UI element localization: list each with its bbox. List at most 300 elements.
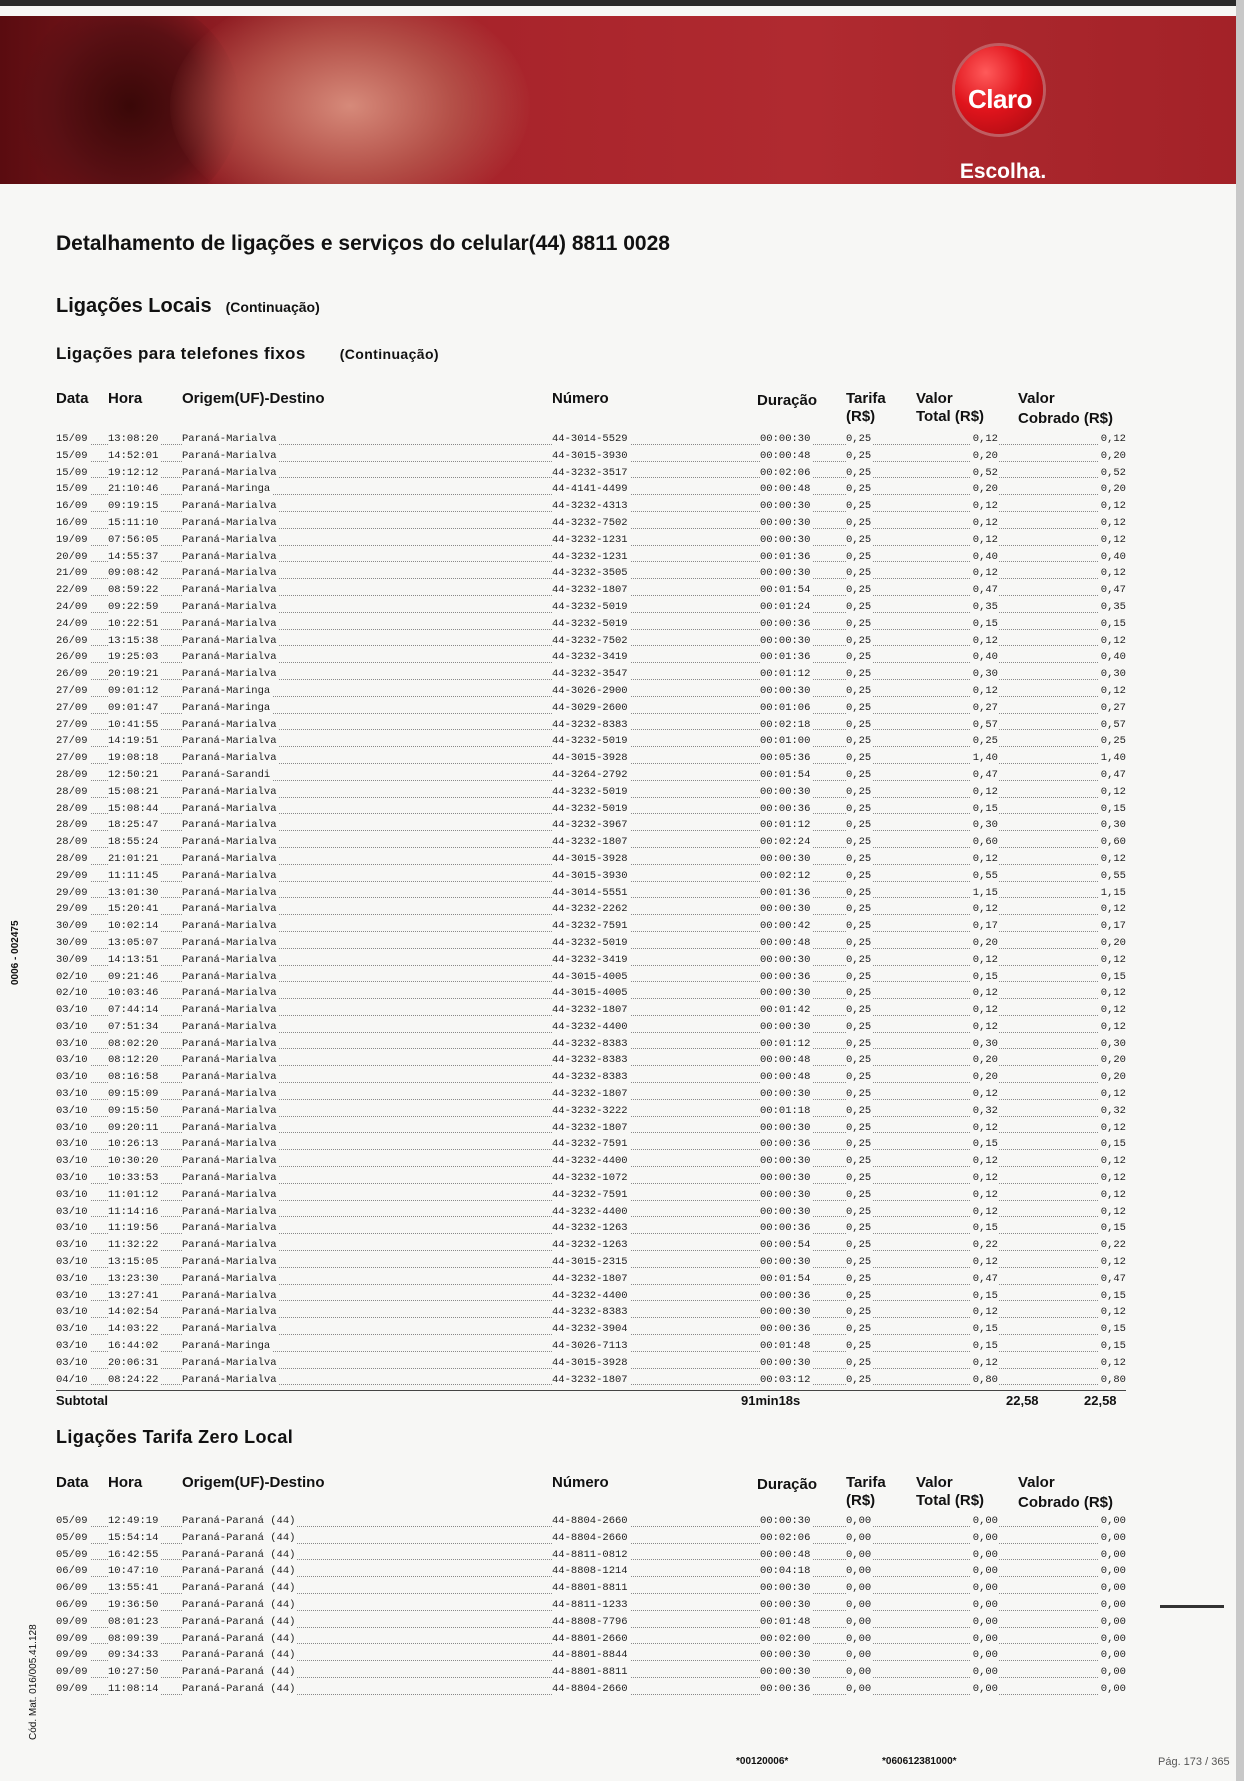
table-row xyxy=(56,1070,1126,1087)
table-row xyxy=(56,1598,1126,1615)
cell-time: 19:25:03 xyxy=(108,651,159,664)
cell-duration: 00:01:18 xyxy=(760,1104,811,1117)
cell-duration: 00:01:36 xyxy=(760,550,811,563)
cell-route: Paraná-Marialva xyxy=(182,1205,277,1218)
cell-charged: 0,52 xyxy=(1100,466,1126,479)
cell-rate: 0,25 xyxy=(846,550,872,563)
cell-total: 0,12 xyxy=(972,785,998,798)
cell-charged: 0,15 xyxy=(1100,970,1126,983)
cell-rate: 0,25 xyxy=(846,970,872,983)
cell-date: 03/10 xyxy=(56,1037,88,1050)
table-row xyxy=(56,600,1126,617)
cell-time: 08:16:58 xyxy=(108,1071,159,1084)
cell-duration: 00:00:30 xyxy=(760,1582,811,1595)
cell-number: 44-3015-2315 xyxy=(552,1256,628,1269)
table-row xyxy=(56,634,1126,651)
cell-time: 08:02:20 xyxy=(108,1037,159,1050)
cell-time: 07:51:34 xyxy=(108,1020,159,1033)
cell-rate: 0,25 xyxy=(846,701,872,714)
cell-route: Paraná-Marialva xyxy=(182,500,277,513)
cell-route: Paraná-Marialva xyxy=(182,785,277,798)
cell-duration: 00:00:36 xyxy=(760,1682,811,1695)
section-title: Ligações Locais xyxy=(56,295,212,317)
table-row xyxy=(56,1255,1126,1272)
table-row xyxy=(56,1322,1126,1339)
cell-number: 44-8804-2660 xyxy=(552,1682,628,1695)
cell-rate: 0,25 xyxy=(846,1272,872,1285)
cell-time: 13:08:20 xyxy=(108,433,159,445)
cell-route: Paraná-Marialva xyxy=(182,819,277,832)
cell-rate: 0,25 xyxy=(846,802,872,815)
cell-total: 0,30 xyxy=(972,1037,998,1050)
cell-charged: 0,15 xyxy=(1100,1340,1126,1353)
cell-route: Paraná-Marialva xyxy=(182,886,277,899)
table-row xyxy=(56,1037,1126,1054)
cell-route: Paraná-Marialva xyxy=(182,752,277,765)
cell-date: 30/09 xyxy=(56,920,88,933)
cell-date: 30/09 xyxy=(56,936,88,949)
col-tarifa-line1: Tarifa xyxy=(846,1474,886,1491)
cell-duration: 00:00:30 xyxy=(760,1088,811,1101)
cell-time: 10:22:51 xyxy=(108,617,159,630)
col-cobrado-line1: Valor xyxy=(1018,390,1055,407)
cell-duration: 00:00:30 xyxy=(760,1121,811,1134)
cell-total: 0,12 xyxy=(972,1306,998,1319)
cell-route: Paraná-Marialva xyxy=(182,735,277,748)
cell-date: 24/09 xyxy=(56,617,88,630)
cell-charged: 0,32 xyxy=(1100,1104,1126,1117)
cell-charged: 0,25 xyxy=(1100,735,1126,748)
cell-charged: 0,47 xyxy=(1100,1272,1126,1285)
cell-duration: 00:00:30 xyxy=(760,1172,811,1185)
cell-total: 0,12 xyxy=(972,1155,998,1168)
cell-route: Paraná-Marialva xyxy=(182,869,277,882)
cell-duration: 00:01:54 xyxy=(760,584,811,597)
cell-time: 09:08:42 xyxy=(108,567,159,580)
cell-time: 09:01:12 xyxy=(108,684,159,697)
cell-number: 44-3232-3517 xyxy=(552,466,628,479)
cell-rate: 0,00 xyxy=(846,1598,872,1611)
col-data: Data xyxy=(56,1474,89,1491)
cell-duration: 00:00:36 xyxy=(760,970,811,983)
cell-route: Paraná-Marialva xyxy=(182,936,277,949)
cell-rate: 0,25 xyxy=(846,1020,872,1033)
cell-charged: 0,57 xyxy=(1100,718,1126,731)
table-row xyxy=(56,802,1126,819)
cell-total: 0,12 xyxy=(972,516,998,529)
cell-date: 03/10 xyxy=(56,1020,88,1033)
cell-duration: 00:00:30 xyxy=(760,684,811,697)
cell-date: 28/09 xyxy=(56,785,88,798)
cell-date: 09/09 xyxy=(56,1682,88,1695)
cell-route: Paraná-Marialva xyxy=(182,1373,277,1386)
subsection-title: Ligações para telefones fixos xyxy=(56,344,306,363)
cell-rate: 0,25 xyxy=(846,500,872,513)
cell-date: 03/10 xyxy=(56,1323,88,1336)
calls-table-zero xyxy=(56,1514,1126,1699)
cell-duration: 00:00:30 xyxy=(760,1020,811,1033)
cell-total: 0,00 xyxy=(972,1531,998,1544)
cell-rate: 0,00 xyxy=(846,1531,872,1544)
cell-total: 0,00 xyxy=(972,1666,998,1679)
cell-rate: 0,25 xyxy=(846,1155,872,1168)
cell-charged: 0,40 xyxy=(1100,651,1126,664)
cell-charged: 0,30 xyxy=(1100,1037,1126,1050)
cell-charged: 1,40 xyxy=(1100,752,1126,765)
cell-rate: 0,25 xyxy=(846,886,872,899)
cell-time: 14:03:22 xyxy=(108,1323,159,1336)
col-origem: Origem(UF)-Destino xyxy=(182,1474,325,1491)
cell-charged: 0,12 xyxy=(1100,500,1126,513)
cell-rate: 0,25 xyxy=(846,1239,872,1252)
cell-total: 0,12 xyxy=(972,953,998,966)
cell-duration: 00:00:42 xyxy=(760,920,811,933)
cell-duration: 00:00:30 xyxy=(760,1256,811,1269)
footer-code-2: *060612381000* xyxy=(882,1756,957,1767)
cell-charged: 0,22 xyxy=(1100,1239,1126,1252)
cell-total: 0,00 xyxy=(972,1515,998,1527)
cell-number: 44-3232-4400 xyxy=(552,1205,628,1218)
cell-route: Paraná-Marialva xyxy=(182,987,277,1000)
cell-number: 44-3232-7502 xyxy=(552,516,628,529)
cell-total: 0,80 xyxy=(972,1373,998,1386)
cell-date: 15/09 xyxy=(56,483,88,496)
table-header-2 xyxy=(56,1474,1126,1514)
cell-time: 14:52:01 xyxy=(108,449,159,462)
cell-duration: 00:00:30 xyxy=(760,567,811,580)
cell-number: 44-3015-4005 xyxy=(552,970,628,983)
cell-time: 11:01:12 xyxy=(108,1188,159,1201)
cell-time: 13:23:30 xyxy=(108,1272,159,1285)
col-origem: Origem(UF)-Destino xyxy=(182,390,325,407)
cell-charged: 0,12 xyxy=(1100,1306,1126,1319)
cell-charged: 0,15 xyxy=(1100,802,1126,815)
cell-rate: 0,25 xyxy=(846,869,872,882)
cell-charged: 0,12 xyxy=(1100,1172,1126,1185)
cell-route: Paraná-Marialva xyxy=(182,718,277,731)
cell-duration: 00:01:36 xyxy=(760,651,811,664)
table-row xyxy=(56,852,1126,869)
cell-time: 07:56:05 xyxy=(108,533,159,546)
calls-table-fixed xyxy=(56,432,1126,1389)
cell-rate: 0,25 xyxy=(846,920,872,933)
cell-charged: 0,12 xyxy=(1100,953,1126,966)
cell-rate: 0,25 xyxy=(846,1256,872,1269)
cell-total: 0,00 xyxy=(972,1598,998,1611)
table-row xyxy=(56,1632,1126,1649)
cell-route: Paraná-Marialva xyxy=(182,903,277,916)
cell-date: 28/09 xyxy=(56,819,88,832)
cell-route: Paraná-Marialva xyxy=(182,852,277,865)
cell-route: Paraná-Marialva xyxy=(182,567,277,580)
cell-total: 0,40 xyxy=(972,550,998,563)
col-tarifa xyxy=(846,1474,886,1510)
cell-number: 44-3232-2262 xyxy=(552,903,628,916)
cell-duration: 00:01:54 xyxy=(760,1272,811,1285)
cell-duration: 00:00:30 xyxy=(760,1649,811,1662)
cell-date: 03/10 xyxy=(56,1172,88,1185)
cell-rate: 0,00 xyxy=(846,1649,872,1662)
cell-number: 44-3232-3505 xyxy=(552,567,628,580)
cell-total: 0,00 xyxy=(972,1632,998,1645)
cell-time: 18:55:24 xyxy=(108,836,159,849)
cell-route: Paraná-Paraná (44) xyxy=(182,1649,296,1662)
cell-charged: 0,55 xyxy=(1100,869,1126,882)
cell-number: 44-3232-1072 xyxy=(552,1172,628,1185)
cell-total: 0,12 xyxy=(972,987,998,1000)
cell-rate: 0,00 xyxy=(846,1565,872,1578)
cell-charged: 0,12 xyxy=(1100,987,1126,1000)
cell-charged: 0,12 xyxy=(1100,634,1126,647)
cell-charged: 0,00 xyxy=(1100,1565,1126,1578)
cell-total: 0,15 xyxy=(972,970,998,983)
cell-total: 0,12 xyxy=(972,852,998,865)
cell-number: 44-3015-4005 xyxy=(552,987,628,1000)
cell-total: 0,00 xyxy=(972,1615,998,1628)
col-total-line2: Total (R$) xyxy=(916,1492,985,1509)
cell-date: 27/09 xyxy=(56,735,88,748)
cell-number: 44-3232-5019 xyxy=(552,600,628,613)
table-row xyxy=(56,1121,1126,1138)
cell-rate: 0,25 xyxy=(846,668,872,681)
cell-rate: 0,25 xyxy=(846,1088,872,1101)
cell-route: Paraná-Marialva xyxy=(182,533,277,546)
cell-time: 13:15:05 xyxy=(108,1256,159,1269)
cell-rate: 0,25 xyxy=(846,1306,872,1319)
cell-duration: 00:00:30 xyxy=(760,1155,811,1168)
cell-number: 44-3232-8383 xyxy=(552,1054,628,1067)
table-row xyxy=(56,1615,1126,1632)
margin-mark xyxy=(1160,1605,1224,1608)
cell-charged: 0,12 xyxy=(1100,1356,1126,1369)
cell-total: 0,15 xyxy=(972,1323,998,1336)
cell-date: 15/09 xyxy=(56,466,88,479)
cell-duration: 00:01:12 xyxy=(760,819,811,832)
cell-number: 44-8801-2660 xyxy=(552,1632,628,1645)
cell-number: 44-3014-5551 xyxy=(552,886,628,899)
cell-time: 11:19:56 xyxy=(108,1222,159,1235)
col-total-line2: Total (R$) xyxy=(916,408,985,425)
cell-duration: 00:01:24 xyxy=(760,600,811,613)
table-row xyxy=(56,1104,1126,1121)
cell-date: 15/09 xyxy=(56,449,88,462)
cell-total: 0,12 xyxy=(972,1088,998,1101)
cell-rate: 0,00 xyxy=(846,1666,872,1679)
cell-number: 44-4141-4499 xyxy=(552,483,628,496)
cell-time: 09:01:47 xyxy=(108,701,159,714)
cell-total: 0,12 xyxy=(972,500,998,513)
table-row xyxy=(56,1682,1126,1699)
side-code-a: 0006 - 002475 xyxy=(10,920,21,985)
cell-route: Paraná-Marialva xyxy=(182,1239,277,1252)
cell-date: 09/09 xyxy=(56,1649,88,1662)
cell-charged: 0,15 xyxy=(1100,617,1126,630)
cell-number: 44-3232-3904 xyxy=(552,1323,628,1336)
cell-time: 15:54:14 xyxy=(108,1531,159,1544)
cell-date: 03/10 xyxy=(56,1306,88,1319)
page-title: Detalhamento de ligações e serviços do celular(44) 8811 0028 xyxy=(56,232,670,255)
cell-route: Paraná-Marialva xyxy=(182,449,277,462)
cell-charged: 0,00 xyxy=(1100,1582,1126,1595)
cell-route: Paraná-Paraná (44) xyxy=(182,1531,296,1544)
footer-code-1: *00120006* xyxy=(736,1756,789,1767)
cell-date: 09/09 xyxy=(56,1615,88,1628)
cell-rate: 0,25 xyxy=(846,684,872,697)
cell-time: 19:36:50 xyxy=(108,1598,159,1611)
cell-number: 44-3232-8383 xyxy=(552,1306,628,1319)
cell-rate: 0,25 xyxy=(846,449,872,462)
cell-duration: 00:00:48 xyxy=(760,1054,811,1067)
cell-charged: 0,12 xyxy=(1100,852,1126,865)
cell-total: 0,12 xyxy=(972,433,998,445)
cell-number: 44-3232-4400 xyxy=(552,1289,628,1302)
cell-charged: 0,00 xyxy=(1100,1632,1126,1645)
section-note: (Continuação) xyxy=(225,299,320,315)
table-row xyxy=(56,516,1126,533)
cell-duration: 00:01:42 xyxy=(760,1004,811,1017)
cell-number: 44-8811-1233 xyxy=(552,1598,628,1611)
cell-charged: 0,00 xyxy=(1100,1666,1126,1679)
cell-total: 0,00 xyxy=(972,1682,998,1695)
cell-time: 08:12:20 xyxy=(108,1054,159,1067)
cell-duration: 00:00:30 xyxy=(760,852,811,865)
cell-time: 08:01:23 xyxy=(108,1615,159,1628)
cell-total: 0,30 xyxy=(972,819,998,832)
table-row xyxy=(56,886,1126,903)
table-row xyxy=(56,1564,1126,1581)
cell-time: 14:13:51 xyxy=(108,953,159,966)
cell-charged: 0,15 xyxy=(1100,1222,1126,1235)
table-row xyxy=(56,1373,1126,1390)
cell-time: 11:11:45 xyxy=(108,869,159,882)
table-row xyxy=(56,1171,1126,1188)
cell-charged: 0,00 xyxy=(1100,1531,1126,1544)
cell-date: 27/09 xyxy=(56,701,88,714)
cell-route: Paraná-Marialva xyxy=(182,668,277,681)
cell-route: Paraná-Paraná (44) xyxy=(182,1598,296,1611)
cell-charged: 0,12 xyxy=(1100,1020,1126,1033)
cell-duration: 00:02:18 xyxy=(760,718,811,731)
cell-date: 27/09 xyxy=(56,684,88,697)
cell-duration: 00:00:30 xyxy=(760,1356,811,1369)
cell-total: 0,40 xyxy=(972,651,998,664)
cell-rate: 0,25 xyxy=(846,1340,872,1353)
cell-time: 15:20:41 xyxy=(108,903,159,916)
cell-total: 0,12 xyxy=(972,1356,998,1369)
cell-total: 0,20 xyxy=(972,483,998,496)
cell-charged: 1,15 xyxy=(1100,886,1126,899)
cell-date: 03/10 xyxy=(56,1004,88,1017)
cell-time: 09:34:33 xyxy=(108,1649,159,1662)
cell-time: 10:26:13 xyxy=(108,1138,159,1151)
cell-date: 28/09 xyxy=(56,852,88,865)
cell-duration: 00:00:30 xyxy=(760,1598,811,1611)
cell-rate: 0,25 xyxy=(846,903,872,916)
cell-date: 03/10 xyxy=(56,1104,88,1117)
cell-time: 10:41:55 xyxy=(108,718,159,731)
table-row xyxy=(56,667,1126,684)
cell-date: 09/09 xyxy=(56,1632,88,1645)
header-banner xyxy=(0,16,1236,184)
cell-number: 44-3232-3419 xyxy=(552,953,628,966)
col-duracao: Duração xyxy=(757,392,818,409)
cell-duration: 00:00:30 xyxy=(760,634,811,647)
cell-charged: 0,17 xyxy=(1100,920,1126,933)
cell-route: Paraná-Marialva xyxy=(182,1172,277,1185)
cell-rate: 0,25 xyxy=(846,836,872,849)
cell-duration: 00:01:06 xyxy=(760,701,811,714)
cell-duration: 00:00:30 xyxy=(760,987,811,1000)
cell-total: 1,40 xyxy=(972,752,998,765)
cell-rate: 0,25 xyxy=(846,567,872,580)
cell-time: 19:12:12 xyxy=(108,466,159,479)
cell-total: 0,12 xyxy=(972,1020,998,1033)
cell-time: 11:08:14 xyxy=(108,1682,159,1695)
cell-charged: 0,60 xyxy=(1100,836,1126,849)
cell-number: 44-3264-2792 xyxy=(552,768,628,781)
cell-charged: 0,20 xyxy=(1100,936,1126,949)
table-row xyxy=(56,1531,1126,1548)
cell-total: 0,35 xyxy=(972,600,998,613)
cell-time: 08:09:39 xyxy=(108,1632,159,1645)
cell-date: 28/09 xyxy=(56,836,88,849)
cell-number: 44-3232-1807 xyxy=(552,1088,628,1101)
cell-rate: 0,00 xyxy=(846,1615,872,1628)
table-row xyxy=(56,684,1126,701)
cell-date: 05/09 xyxy=(56,1548,88,1561)
cell-rate: 0,25 xyxy=(846,1037,872,1050)
cell-charged: 0,00 xyxy=(1100,1515,1126,1527)
cell-duration: 00:00:30 xyxy=(760,533,811,546)
cell-total: 0,55 xyxy=(972,869,998,882)
cell-charged: 0,00 xyxy=(1100,1649,1126,1662)
cell-duration: 00:00:30 xyxy=(760,1188,811,1201)
cell-time: 09:19:15 xyxy=(108,500,159,513)
cell-date: 03/10 xyxy=(56,1222,88,1235)
cell-number: 44-3232-3419 xyxy=(552,651,628,664)
cell-time: 14:55:37 xyxy=(108,550,159,563)
table-row xyxy=(56,818,1126,835)
cell-route: Paraná-Marialva xyxy=(182,920,277,933)
cell-number: 44-8801-8811 xyxy=(552,1666,628,1679)
cell-time: 13:27:41 xyxy=(108,1289,159,1302)
cell-date: 20/09 xyxy=(56,550,88,563)
cell-date: 03/10 xyxy=(56,1205,88,1218)
table-row xyxy=(56,583,1126,600)
cell-charged: 0,12 xyxy=(1100,1121,1126,1134)
cell-duration: 00:00:36 xyxy=(760,802,811,815)
table-row xyxy=(56,869,1126,886)
cell-time: 21:10:46 xyxy=(108,483,159,496)
cell-time: 10:30:20 xyxy=(108,1155,159,1168)
cell-route: Paraná-Marialva xyxy=(182,1121,277,1134)
col-total-line1: Valor xyxy=(916,1474,953,1491)
table-row xyxy=(56,533,1126,550)
cell-total: 0,22 xyxy=(972,1239,998,1252)
table-row xyxy=(56,902,1126,919)
col-total xyxy=(916,1474,984,1510)
cell-charged: 0,47 xyxy=(1100,584,1126,597)
cell-rate: 0,25 xyxy=(846,1172,872,1185)
cell-duration: 00:01:48 xyxy=(760,1615,811,1628)
cell-duration: 00:03:12 xyxy=(760,1373,811,1386)
cell-time: 13:01:30 xyxy=(108,886,159,899)
cell-total: 0,47 xyxy=(972,584,998,597)
cell-route: Paraná-Marialva xyxy=(182,1272,277,1285)
table-row xyxy=(56,1003,1126,1020)
table-row xyxy=(56,1154,1126,1171)
table-row xyxy=(56,1289,1126,1306)
